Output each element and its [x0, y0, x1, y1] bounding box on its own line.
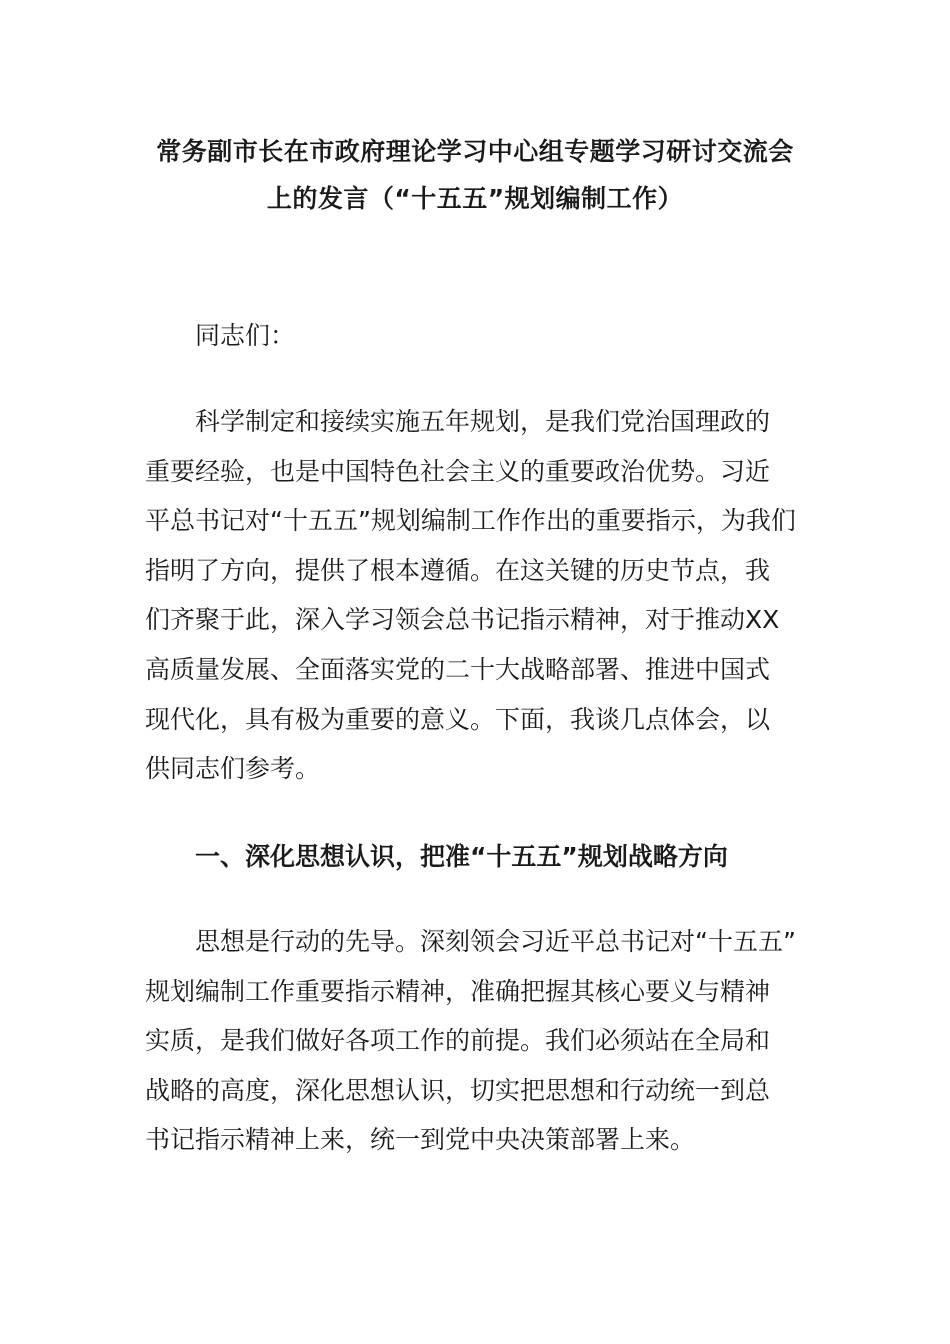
paragraph-line: 平总书记对“十五五”规划编制工作作出的重要指示，为我们: [145, 506, 796, 536]
paragraph-line: 们齐聚于此，深入学习领会总书记指示精神，对于推动XX: [145, 605, 780, 635]
paragraph-line: 重要经验，也是中国特色社会主义的重要政治优势。习近: [145, 456, 771, 486]
paragraph-line: 规划编制工作重要指示精神，准确把握其核心要义与精神: [145, 976, 771, 1006]
salutation: [145, 311, 810, 361]
paragraph-line: 科学制定和接续实施五年规划，是我们党治国理政的: [195, 407, 771, 436]
paragraph-line: 现代化，具有极为重要的意义。下面，我谈几点体会，以: [145, 704, 771, 734]
document-title: [120, 128, 830, 222]
salutation-text: 同志们：: [195, 321, 296, 350]
title-line-1: 常务副市长在市政府理论学习中心组专题学习研讨交流会: [156, 137, 794, 166]
paragraph-line: 指明了方向，提供了根本遵循。在这关键的历史节点，我: [145, 555, 771, 585]
paragraph-line: 思想是行动的先导。深刻领会习近平总书记对“十五五”: [195, 927, 796, 956]
paragraph-section-1: [145, 917, 810, 1165]
paragraph-intro: [145, 397, 810, 794]
paragraph-line: 战略的高度，深化思想认识，切实把思想和行动统一到总: [145, 1075, 771, 1105]
section-heading-1: [145, 832, 810, 882]
paragraph-line: 高质量发展、全面落实党的二十大战略部署、推进中国式: [145, 654, 771, 684]
title-line-2: 上的发言（“十五五”规划编制工作）: [266, 184, 684, 213]
paragraph-line: 实质，是我们做好各项工作的前提。我们必须站在全局和: [145, 1026, 771, 1056]
paragraph-line: 供同志们参考。: [145, 754, 321, 784]
paragraph-line: 书记指示精神上来，统一到党中央决策部署上来。: [145, 1125, 696, 1155]
section-heading-text: 一、深化思想认识，把准“十五五”规划战略方向: [195, 842, 728, 871]
